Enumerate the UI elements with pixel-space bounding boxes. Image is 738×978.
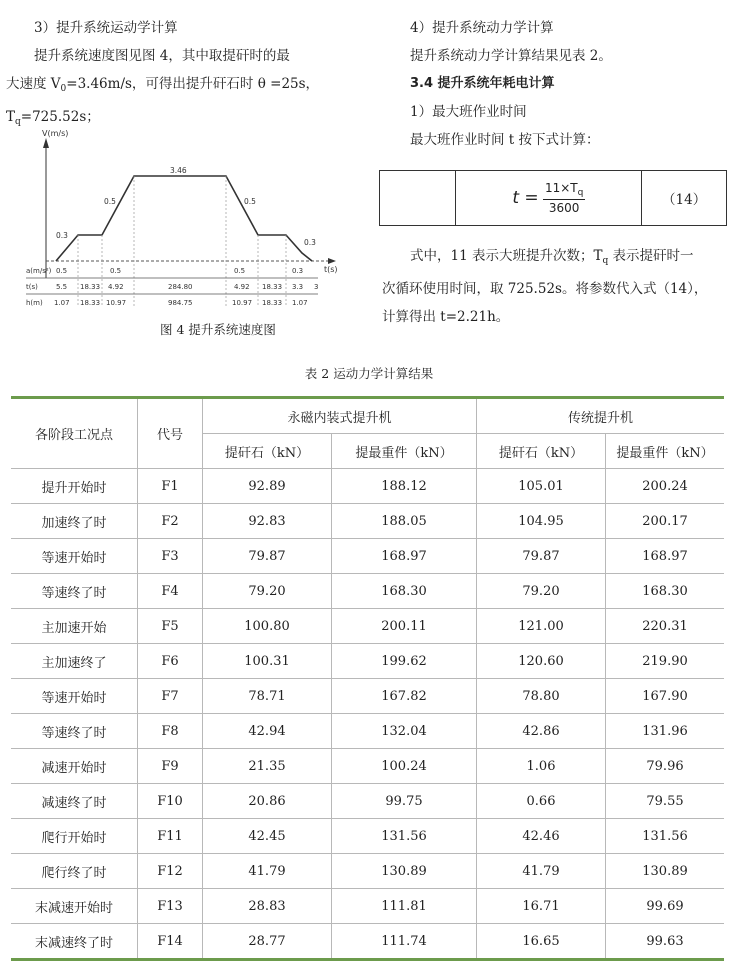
table-cell: 100.31 [203, 644, 332, 679]
table-cell: 167.90 [606, 679, 725, 714]
table-cell: 20.86 [203, 784, 332, 819]
time-value: 3.3 [292, 283, 304, 291]
table-cell: 等速开始时 [11, 679, 138, 714]
table-cell: F2 [138, 504, 203, 539]
table-cell: 188.05 [332, 504, 477, 539]
header-stage: 各阶段工况点 [11, 398, 138, 469]
table-row [11, 644, 724, 679]
table-cell: 120.60 [477, 644, 606, 679]
table-cell: 79.87 [477, 539, 606, 574]
table-cell: 104.95 [477, 504, 606, 539]
table-cell: 42.94 [203, 714, 332, 749]
speed-label: 0.3 [56, 231, 68, 240]
table-row [11, 539, 724, 574]
table-cell: 1.06 [477, 749, 606, 784]
table-cell: F6 [138, 644, 203, 679]
table-cell: 100.24 [332, 749, 477, 784]
results-table [11, 396, 724, 961]
table-cell: 0.66 [477, 784, 606, 819]
table-row [11, 784, 724, 819]
table-cell: 168.97 [332, 539, 477, 574]
accel-value: 0.3 [292, 267, 304, 275]
table-row [11, 924, 724, 960]
table-cell: 188.12 [332, 469, 477, 504]
table-cell: F3 [138, 539, 203, 574]
time-value: 5.5 [56, 283, 68, 291]
table-cell: 减速终了时 [11, 784, 138, 819]
table-row [11, 854, 724, 889]
dist-row-label: h(m) [26, 299, 43, 307]
table-cell: 92.89 [203, 469, 332, 504]
table-cell: 200.17 [606, 504, 725, 539]
table-row [11, 714, 724, 749]
table-cell: 79.55 [606, 784, 725, 819]
table-cell: 131.56 [606, 819, 725, 854]
accel-value: 0.5 [234, 267, 246, 275]
table-cell: 92.83 [203, 504, 332, 539]
table-cell: 末减速终了时 [11, 924, 138, 960]
table-cell: F1 [138, 469, 203, 504]
time-value: 3 [314, 283, 319, 291]
table-cell: F12 [138, 854, 203, 889]
time-value: 18.33 [262, 283, 283, 291]
table-cell: F10 [138, 784, 203, 819]
table-cell: 132.04 [332, 714, 477, 749]
header-group-pm: 永磁内装式提升机 [203, 398, 477, 434]
table-cell: 主加速终了 [11, 644, 138, 679]
table-cell: 99.75 [332, 784, 477, 819]
table-cell: F13 [138, 889, 203, 924]
table-cell: F9 [138, 749, 203, 784]
table-cell: 111.81 [332, 889, 477, 924]
table-row [11, 749, 724, 784]
table-cell: 42.86 [477, 714, 606, 749]
table-cell: 28.77 [203, 924, 332, 960]
header-sub: 提最重件（kN） [606, 434, 725, 469]
table-row [11, 609, 724, 644]
table-cell: 等速终了时 [11, 574, 138, 609]
header-sub: 提矸石（kN） [203, 434, 332, 469]
accel-value: 0.5 [56, 267, 68, 275]
table-title: 表 2 运动力学计算结果 [304, 366, 434, 381]
table-row [11, 819, 724, 854]
table-cell: 等速终了时 [11, 714, 138, 749]
dist-value: 1.07 [292, 299, 308, 307]
table-cell: 16.71 [477, 889, 606, 924]
header-group-traditional: 传统提升机 [477, 398, 725, 434]
table-row [11, 469, 724, 504]
equation-lhs: t = [512, 188, 539, 208]
time-value: 284.80 [168, 283, 193, 291]
dist-value: 10.97 [106, 299, 127, 307]
table-cell: 220.31 [606, 609, 725, 644]
table-cell: 121.00 [477, 609, 606, 644]
speed-label: 0.5 [104, 197, 116, 206]
table-cell: 168.97 [606, 539, 725, 574]
table-cell: 111.74 [332, 924, 477, 960]
table-cell: 等速开始时 [11, 539, 138, 574]
time-value: 4.92 [108, 283, 124, 291]
speed-curve [56, 176, 312, 261]
table-cell: 130.89 [332, 854, 477, 889]
para-explanation: 式中，11 表示大班提升次数；$T_q$ 表示提矸时一 次循环使用时间，取 725.52s。将参数代入式（14）， 计算得出 t=2.21h。 [382, 248, 708, 325]
speed-label: 0.5 [244, 197, 256, 206]
table-cell: 131.56 [332, 819, 477, 854]
table-cell: 200.24 [606, 469, 725, 504]
figure-caption: 图 4 提升系统速度图 [160, 322, 276, 337]
table-cell: 减速开始时 [11, 749, 138, 784]
table-cell: 主加速开始 [11, 609, 138, 644]
time-row-label: t(s) [26, 283, 38, 291]
table-cell: 168.30 [606, 574, 725, 609]
table-cell: 41.79 [203, 854, 332, 889]
table-cell: 219.90 [606, 644, 725, 679]
speed-diagram-figure [22, 128, 342, 314]
equation-fraction: $\frac{11\times T_q}{3600}$ [544, 181, 584, 215]
table-cell: F11 [138, 819, 203, 854]
table-cell: 168.30 [332, 574, 477, 609]
table-cell: 41.79 [477, 854, 606, 889]
table-cell: 105.01 [477, 469, 606, 504]
table-cell: 131.96 [606, 714, 725, 749]
table-cell: 200.11 [332, 609, 477, 644]
dist-value: 10.97 [232, 299, 253, 307]
speed-label: 0.3 [304, 238, 316, 247]
dist-value: 18.33 [262, 299, 283, 307]
table-row [11, 679, 724, 714]
table-row [11, 889, 724, 924]
table-cell: 130.89 [606, 854, 725, 889]
table-cell: 提升开始时 [11, 469, 138, 504]
x-axis-label: t(s) [324, 265, 338, 274]
table-cell: 28.83 [203, 889, 332, 924]
table-cell: 199.62 [332, 644, 477, 679]
para-dynamics: 提升系统动力学计算结果见表 2。 [410, 48, 612, 64]
heading-kinematics: 3）提升系统运动学计算 [34, 20, 178, 36]
table-cell: F14 [138, 924, 203, 960]
table-cell: 42.46 [477, 819, 606, 854]
table-cell: 79.96 [606, 749, 725, 784]
accel-row-label: a(m/s²) [26, 267, 52, 275]
table-cell: F7 [138, 679, 203, 714]
accel-value: 0.5 [110, 267, 122, 275]
dist-value: 984.75 [168, 299, 193, 307]
table-cell: 21.35 [203, 749, 332, 784]
table-cell: 78.71 [203, 679, 332, 714]
table-cell: F4 [138, 574, 203, 609]
header-code: 代号 [138, 398, 203, 469]
table-cell: 79.20 [203, 574, 332, 609]
table-cell: F8 [138, 714, 203, 749]
y-axis-label: V(m/s) [42, 129, 69, 138]
para-formula-intro: 最大班作业时间 t 按下式计算： [410, 132, 600, 148]
header-sub: 提矸石（kN） [477, 434, 606, 469]
time-value: 18.33 [80, 283, 101, 291]
equation-box [379, 170, 727, 226]
table-cell: 167.82 [332, 679, 477, 714]
table-cell: 爬行开始时 [11, 819, 138, 854]
item-max-shift: 1）最大班作业时间 [410, 104, 527, 120]
section-heading: 3.4 提升系统年耗电计算 [410, 76, 555, 91]
table-cell: 加速终了时 [11, 504, 138, 539]
table-cell: 99.63 [606, 924, 725, 960]
dist-value: 1.07 [54, 299, 70, 307]
table-cell: 99.69 [606, 889, 725, 924]
table-row [11, 504, 724, 539]
table-cell: 末减速开始时 [11, 889, 138, 924]
time-value: 4.92 [234, 283, 250, 291]
table-row [11, 574, 724, 609]
table-cell: 16.65 [477, 924, 606, 960]
table-cell: 78.80 [477, 679, 606, 714]
equation-number: （14） [642, 171, 727, 226]
table-cell: 爬行终了时 [11, 854, 138, 889]
heading-dynamics: 4）提升系统动力学计算 [410, 20, 554, 36]
table-cell: 79.20 [477, 574, 606, 609]
table-cell: 79.87 [203, 539, 332, 574]
table-cell: F5 [138, 609, 203, 644]
header-sub: 提最重件（kN） [332, 434, 477, 469]
speed-label: 3.46 [170, 166, 187, 175]
table-cell: 100.80 [203, 609, 332, 644]
table-cell: 42.45 [203, 819, 332, 854]
para-speed-diagram: 提升系统速度图见图 4，其中取提矸时的最 大速度 $V_0=3.46m/s$，可得出提升矸石时 θ =25s， $T_q=725.52s$； [6, 48, 320, 127]
dist-value: 18.33 [80, 299, 101, 307]
